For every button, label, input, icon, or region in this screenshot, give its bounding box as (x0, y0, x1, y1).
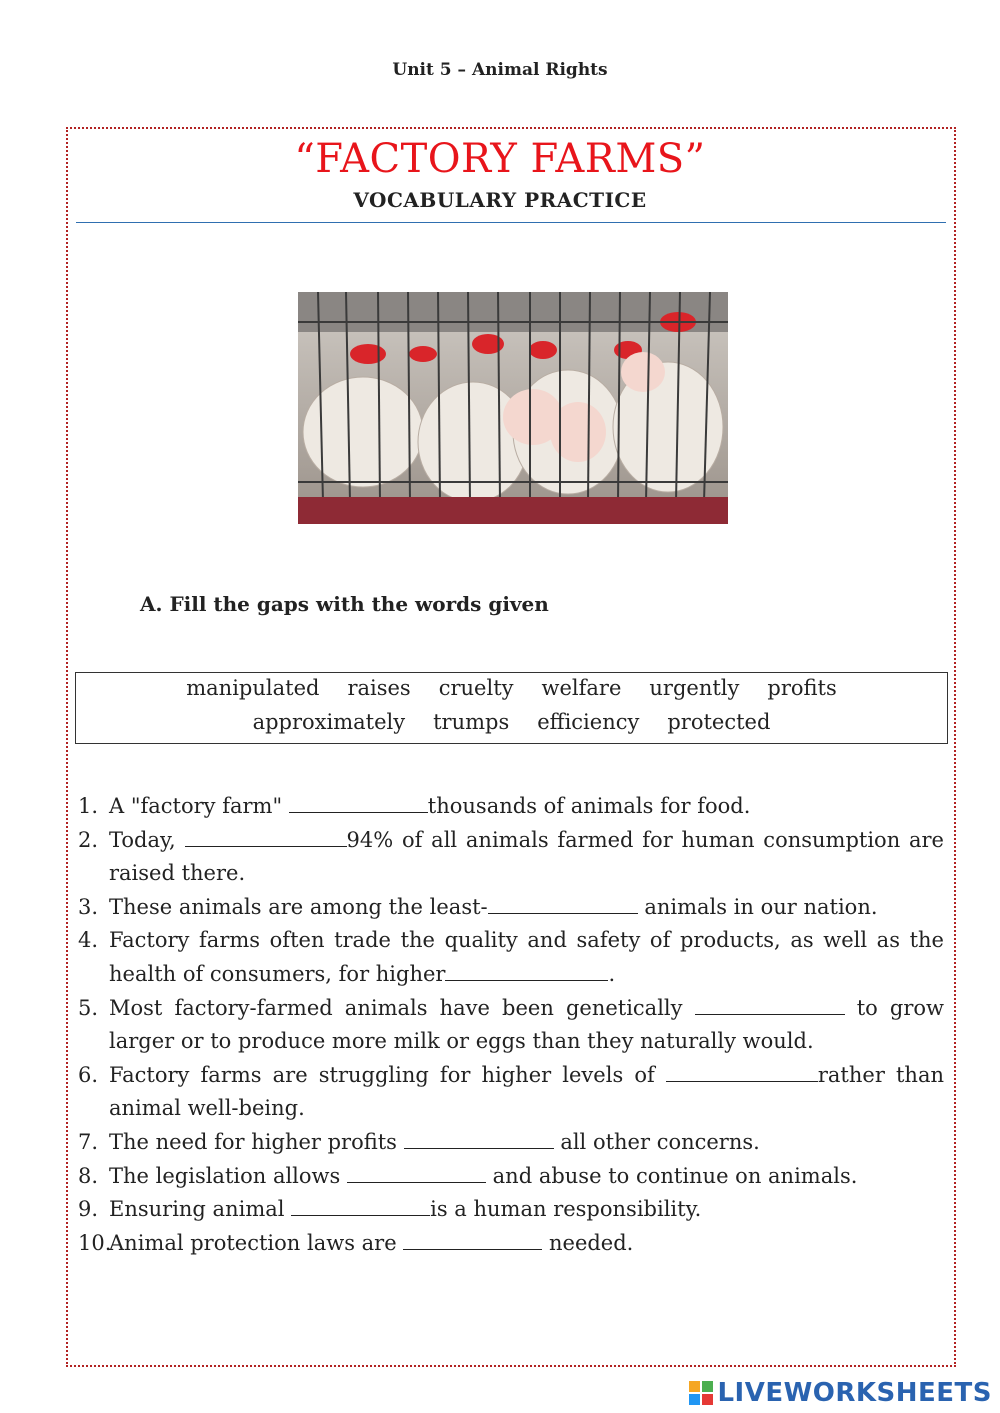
word-bank-item: cruelty (438, 676, 514, 700)
question-text: Ensuring animal (109, 1197, 292, 1222)
liveworksheets-logo[interactable] (689, 1378, 992, 1408)
brand-name: LIVEWORKSHEETS (717, 1378, 992, 1408)
question-item (78, 1227, 944, 1261)
word-bank-item: trumps (433, 710, 510, 734)
question-number: 4. (78, 928, 99, 953)
answer-blank[interactable] (403, 1229, 542, 1250)
question-text: Most factory-farmed animals have been genetically (109, 995, 695, 1020)
question-number: 6. (78, 1062, 99, 1087)
word-bank-item: approximately (252, 710, 406, 734)
question-number: 9. (78, 1197, 99, 1222)
question-number: 7. (78, 1129, 99, 1154)
answer-blank[interactable] (185, 826, 347, 847)
answer-blank[interactable] (666, 1061, 818, 1082)
question-item (78, 1126, 944, 1160)
word-bank-row-1 (76, 676, 947, 700)
question-number: 1. (78, 794, 99, 818)
word-bank-item: profits (767, 676, 837, 700)
word-bank (75, 672, 948, 744)
question-text: all other concerns. (553, 1129, 760, 1154)
answer-blank[interactable] (289, 792, 428, 813)
question-text: These animals are among the least- (109, 894, 488, 919)
question-text: 94% of all animals farmed for human consumption are raised there. (109, 827, 944, 886)
question-text: Factory farms are struggling for higher levels of (109, 1062, 666, 1087)
section-a-heading: A. Fill the gaps with the words given (140, 592, 549, 616)
question-text: is a human responsibility. (430, 1197, 702, 1222)
question-text: rather than animal well-being. (109, 1062, 944, 1121)
question-text: needed. (542, 1230, 634, 1255)
question-text: . (608, 961, 616, 986)
answer-blank[interactable] (488, 893, 638, 914)
question-item (78, 1059, 944, 1126)
question-item (78, 924, 944, 991)
question-text: The need for higher profits (109, 1129, 404, 1154)
question-number: 3. (78, 894, 99, 919)
question-text: animals in our nation. (637, 894, 878, 919)
word-bank-item: manipulated (186, 676, 320, 700)
answer-blank[interactable] (695, 994, 845, 1015)
word-bank-item: welfare (541, 676, 622, 700)
question-text: The legislation allows (109, 1163, 347, 1188)
question-text: Today, (109, 827, 185, 852)
title-divider (76, 222, 946, 223)
worksheet-subtitle: VOCABULARY PRACTICE (353, 188, 647, 212)
question-item (78, 1193, 944, 1227)
word-bank-row-2 (76, 710, 947, 734)
answer-blank[interactable] (404, 1128, 554, 1149)
question-text: thousands of animals for food. (427, 794, 751, 818)
answer-blank[interactable] (347, 1162, 486, 1183)
unit-header: Unit 5 – Animal Rights (392, 60, 608, 80)
question-item (78, 992, 944, 1059)
question-text: to grow larger or to produce more milk or eggs than they naturally would. (109, 995, 944, 1054)
question-text: A "factory farm" (109, 794, 289, 818)
question-text: Factory farms often trade the quality and safety of products, as well as the health of consumers, for higher (109, 928, 944, 986)
caged-hens-photo (298, 292, 728, 524)
answer-blank[interactable] (445, 960, 608, 981)
question-item (78, 790, 944, 824)
question-list (78, 790, 944, 1260)
liveworksheets-logo-icon (689, 1381, 713, 1405)
word-bank-item: efficiency (537, 710, 640, 734)
question-text: Animal protection laws are (109, 1230, 404, 1255)
question-item (78, 891, 944, 925)
word-bank-item: raises (347, 676, 411, 700)
worksheet-title: “FACTORY FARMS” (294, 136, 706, 182)
question-text: and abuse to continue on animals. (485, 1163, 858, 1188)
word-bank-item: urgently (649, 676, 740, 700)
question-item (78, 824, 944, 891)
answer-blank[interactable] (291, 1195, 430, 1216)
word-bank-item: protected (667, 710, 771, 734)
question-number: 8. (78, 1163, 99, 1188)
question-number: 2. (78, 827, 99, 852)
question-item (78, 1160, 944, 1194)
question-number: 5. (78, 995, 99, 1020)
question-number: 10. (78, 1230, 112, 1255)
